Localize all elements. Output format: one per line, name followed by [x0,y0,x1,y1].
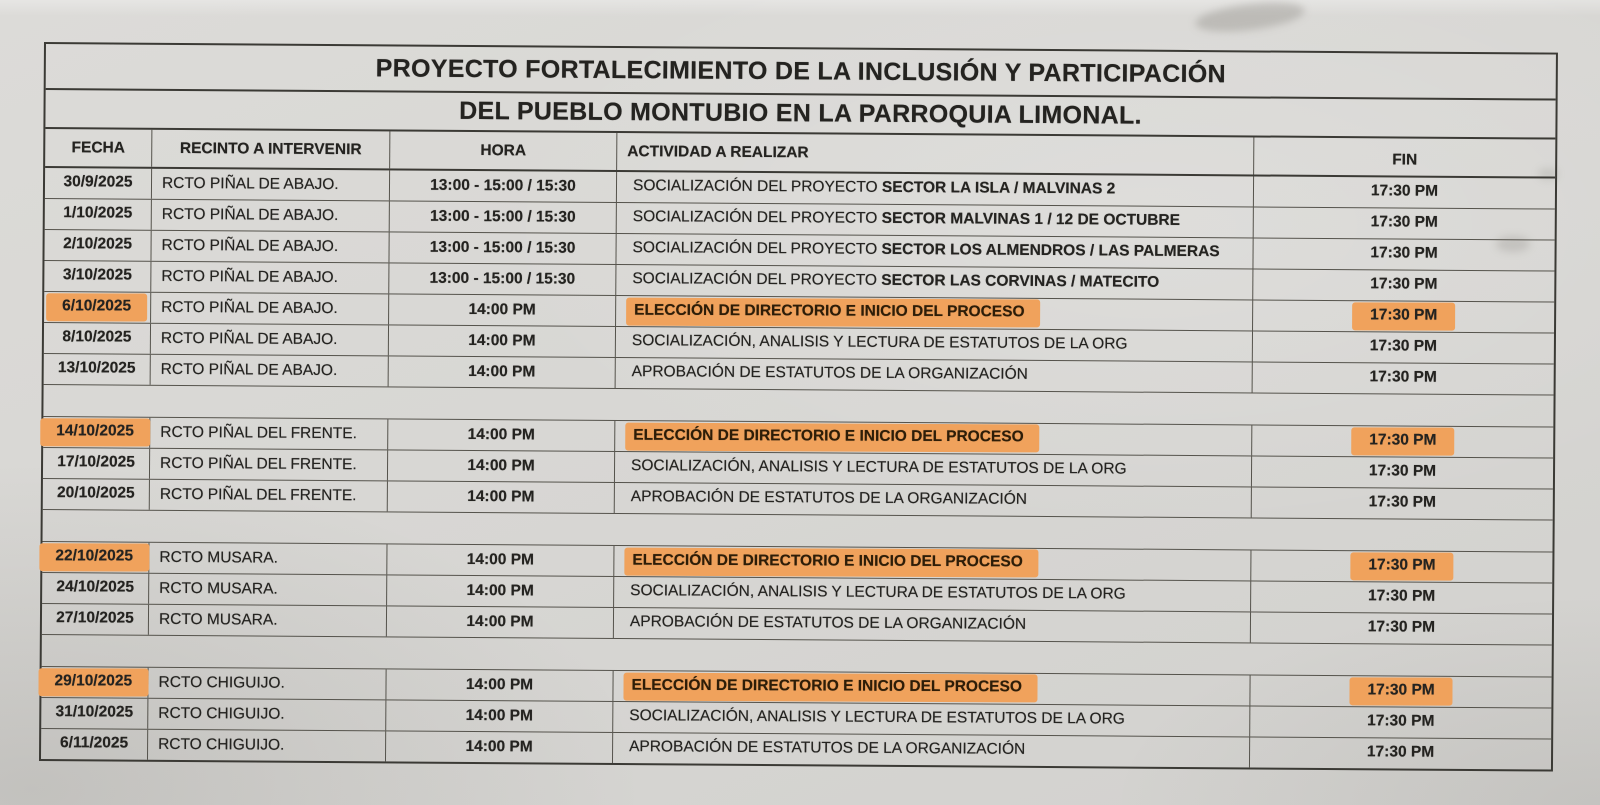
cell-fin: 17:30 PM [1253,300,1554,332]
cell-recinto: RCTO PIÑAL DEL FRENTE. [150,449,388,481]
cell-hora: 13:00 - 15:00 / 15:30 [390,170,617,202]
schedule-group-musara [42,542,1553,646]
cell-hora: 14:00 PM [386,731,613,763]
cell-actividad: APROBACIÓN DE ESTATUTOS DE LA ORGANIZACIÓN [614,608,1251,642]
cell-fin: 17:30 PM [1370,182,1439,200]
cell-fecha: 22/10/2025 [42,542,149,573]
pencil-smudge [1194,0,1306,37]
cell-fecha: 6/10/2025 [44,292,151,323]
cell-hora: 14:00 PM [388,450,615,482]
cell-fin: 17:30 PM [1368,493,1436,511]
cell-fin: 17:30 PM [1370,244,1438,262]
schedule-table [39,42,1558,772]
cell-fin: 17:30 PM [1367,712,1435,730]
cell-fecha: 30/9/2025 [45,168,152,199]
cell-fin: 17:30 PM [1370,213,1438,231]
column-header-actividad: ACTIVIDAD A REALIZAR [617,133,1254,174]
document-title-line1: PROYECTO FORTALECIMIENTO DE LA INCLUSIÓN Y PARTICIPACIÓN [46,44,1556,101]
cell-fecha: 24/10/2025 [42,573,149,604]
cell-hora: 14:00 PM [388,419,615,451]
document-title-line2: DEL PUEBLO MONTUBIO EN LA PARROQUIA LIMONAL. [45,90,1555,140]
cell-recinto: RCTO MUSARA. [149,605,387,637]
cell-fecha: 8/10/2025 [44,323,151,354]
cell-fin: 17:30 PM [1369,368,1437,386]
cell-recinto: RCTO CHIGUIJO. [148,730,386,762]
cell-actividad: ELECCIÓN DE DIRECTORIO E INICIO DEL PROCESO [614,546,1251,580]
cell-fin: 17:30 PM [1250,675,1551,707]
cell-actividad: APROBACIÓN DE ESTATUTOS DE LA ORGANIZACIÓN [615,483,1252,517]
cell-actividad: ELECCIÓN DE DIRECTORIO E INICIO DEL PROCESO [613,671,1250,705]
cell-actividad: SOCIALIZACIÓN DEL PROYECTO SECTOR MALVINAS 1 / 12 DE OCTUBRE [617,203,1254,237]
cell-hora: 13:00 - 15:00 / 15:30 [389,263,616,295]
cell-fecha: 17/10/2025 [43,448,150,479]
column-header-fecha: FECHA [45,129,152,167]
cell-actividad: APROBACIÓN DE ESTATUTOS DE LA ORGANIZACIÓN [616,358,1253,392]
cell-hora: 14:00 PM [386,700,613,732]
cell-actividad: APROBACIÓN DE ESTATUTOS DE LA ORGANIZACIÓN [613,733,1250,767]
cell-hora: 14:00 PM [389,356,616,388]
cell-hora: 13:00 - 15:00 / 15:30 [390,201,617,233]
cell-hora: 13:00 - 15:00 / 15:30 [389,232,616,264]
cell-recinto: RCTO PIÑAL DE ABAJO. [152,169,390,201]
cell-fecha: 2/10/2025 [44,230,151,261]
cell-fecha: 20/10/2025 [43,479,150,510]
cell-actividad: SOCIALIZACIÓN DEL PROYECTO SECTOR LOS ALMENDROS / LAS PALMERAS [616,234,1253,268]
cell-actividad: ELECCIÓN DE DIRECTORIO E INICIO DEL PROCESO [615,421,1252,455]
column-header-hora: HORA [390,131,617,170]
cell-recinto: RCTO MUSARA. [149,574,387,606]
cell-fin: 17:30 PM [1251,550,1552,582]
cell-fecha: 14/10/2025 [43,417,150,448]
cell-recinto: RCTO PIÑAL DE ABAJO. [151,231,389,263]
cell-fin: 17:30 PM [1367,587,1436,605]
cell-actividad: SOCIALIZACIÓN, ANALISIS Y LECTURA DE ESTATUTOS DE LA ORG [614,577,1251,611]
cell-fecha: 13/10/2025 [44,354,151,385]
cell-recinto: RCTO MUSARA. [149,543,387,575]
cell-recinto: RCTO CHIGUIJO. [148,699,386,731]
cell-fin: 17:30 PM [1367,618,1436,636]
schedule-group-chiguijo [41,667,1552,770]
cell-hora: 14:00 PM [386,669,613,701]
cell-recinto: RCTO PIÑAL DE ABAJO. [151,293,389,325]
cell-actividad: SOCIALIZACIÓN, ANALISIS Y LECTURA DE ESTATUTOS DE LA ORG [615,452,1252,486]
cell-fin: 17:30 PM [1368,462,1437,480]
cell-actividad: SOCIALIZACIÓN DEL PROYECTO SECTOR LAS CORVINAS / MATECITO [616,265,1253,299]
cell-actividad: SOCIALIZACIÓN, ANALISIS Y LECTURA DE ESTATUTOS DE LA ORG [616,327,1253,361]
cell-fecha: 3/10/2025 [44,261,151,292]
cell-recinto: RCTO PIÑAL DE ABAJO. [151,355,389,387]
cell-hora: 14:00 PM [389,294,616,326]
cell-recinto: RCTO PIÑAL DE ABAJO. [151,324,389,356]
cell-hora: 14:00 PM [389,325,616,357]
cell-recinto: RCTO PIÑAL DEL FRENTE. [150,418,388,450]
cell-fecha: 1/10/2025 [45,199,152,230]
cell-fin: 17:30 PM [1370,275,1438,293]
schedule-group-pinal-de-abajo [44,168,1555,396]
cell-hora: 14:00 PM [388,481,615,513]
column-header-fin: FIN [1392,151,1418,169]
cell-fin: 17:30 PM [1369,337,1438,355]
cell-recinto: RCTO PIÑAL DEL FRENTE. [150,480,388,512]
cell-recinto: RCTO PIÑAL DE ABAJO. [151,262,389,294]
cell-fin: 17:30 PM [1366,743,1435,761]
cell-fecha: 27/10/2025 [42,604,149,635]
cell-actividad: SOCIALIZACIÓN, ANALISIS Y LECTURA DE ESTATUTOS DE LA ORG [613,702,1250,736]
cell-hora: 14:00 PM [387,575,614,607]
column-header-recinto: RECINTO A INTERVENIR [152,130,390,169]
cell-recinto: RCTO CHIGUIJO. [148,668,386,700]
cell-actividad: SOCIALIZACIÓN DEL PROYECTO SECTOR LA ISLA / MALVINAS 2 [617,172,1254,206]
cell-recinto: RCTO PIÑAL DE ABAJO. [152,200,390,232]
cell-fecha: 31/10/2025 [41,698,148,729]
cell-fecha: 6/11/2025 [41,729,148,760]
cell-actividad: ELECCIÓN DE DIRECTORIO E INICIO DEL PROCESO [616,296,1253,330]
cell-hora: 14:00 PM [387,606,614,638]
cell-fin: 17:30 PM [1252,425,1553,457]
cell-fecha: 29/10/2025 [41,667,148,698]
cell-hora: 14:00 PM [387,544,614,576]
schedule-group-pinal-del-frente [43,417,1554,521]
